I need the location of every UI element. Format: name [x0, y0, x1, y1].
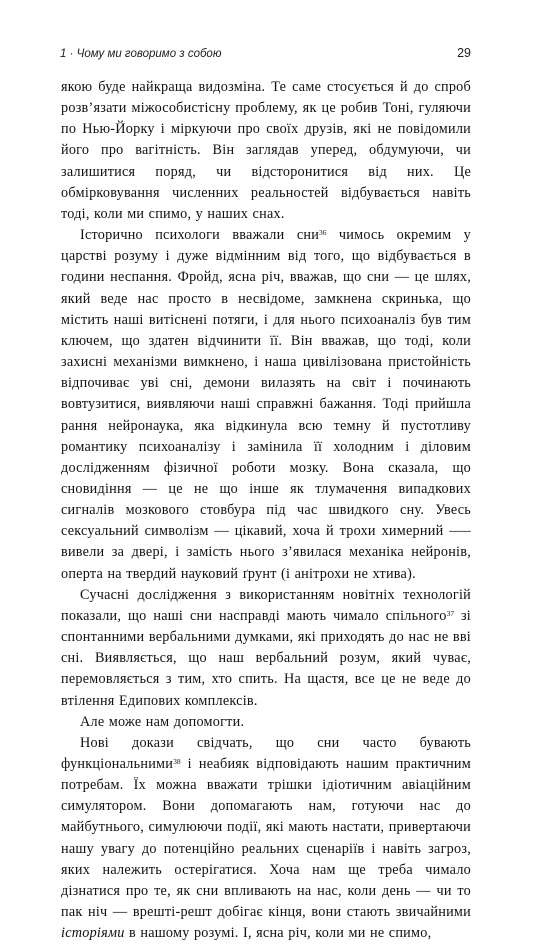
footnote-ref-36: 36	[319, 227, 327, 237]
paragraph-5-text-b: і неабияк відповідають нашим практичним потребам. Їх можна вважати трішки ідіотичним авіаційним симулятором. Вони допомагають нам, готуючи нас до майбутнього, симулюючи події, які мають настати, привертаючи нашу увагу до потенційно реальних сценаріїв і навіть загроз, яких належить остерігатися. Хоча нам ще треба чимало дізнатися про те, як сни впливають на нас, коли день — чи то пак ніч — врешті-решт добігає кінця, вони стають звичайними	[61, 756, 471, 921]
paragraph-2-text-b: чимось окремим у царстві розуму і дуже відмінним від того, що відбувається в години неспання. Фройд, ясна річ, вважав, що сни — це шлях, який веде нас просто в несвідоме, замкнена скринька, що містить наші витіснені потяги, і для нього психоаналіз був тим ключем, що здатен відчинити її. Він вважав, що тоді, коли захисні механізми вимкнено, і наша цивілізована пристойність відпочиває уві сні, демони вилазять на світ і починають вовтузитися, виявляючи наші справжні бажання. Тоді прийшла рання нейронаука, яка відкинула всю темну й пустотливу романтику психоаналізу і замінила її холодним і діловим дослідженням фізичної роботи мозку. Вона сказала, що сновидіння — це не що інше як тлумачення випадкових сигналів мозкового стовбура під час швидкого сну. Увесь сексуальний символізм — цікавий, хоча й трохи химерний —– вивели за двері, і замість нього з’явилася механіка нейронів, оперта на твердий науковий ґрунт (і анітрохи не хтива).	[61, 227, 471, 582]
paragraph-2	[61, 225, 471, 585]
paragraph-3-text-a: Сучасні дослідження з використанням новітніх технологій показали, що наші сни насправді мають чимало спільного	[61, 586, 471, 624]
paragraph-5-text-a: Нові докази свідчать, що сни часто бувають функціональними	[61, 734, 471, 772]
paragraph-1: якою буде найкраща видозміна. Те саме стосується й до спроб розв’язати міжособистісну проблему, як це робив Тоні, гуляючи по Нью-Йорку і міркуючи про своїх друзів, які не повідомили його про вагітність. Він заглядав уперед, обдумуючи, чи залишитися поряд, чи відсторонитися від них. Це обмірковування численних реальностей відбувається навіть тоді, коли ми спимо, у наших снах.	[61, 79, 471, 222]
paragraph-3-text-b: зі спонтанними вербальними думками, які приходять до нас не вві сні. Виявляється, що наш вербальний розум, який чуває, перемовляється з тим, хто спить. На щастя, все це не веде до втілення Едипових комплексів.	[61, 607, 471, 709]
paragraph-2-text-a: Історично психологи вважали сни	[80, 227, 320, 244]
paragraph-5-text-c: в нашому розумі. І, ясна річ, коли ми не спимо,	[124, 925, 432, 942]
body-text	[61, 77, 471, 944]
page-header	[60, 46, 471, 62]
paragraph-5	[61, 733, 471, 944]
page-number: 29	[457, 46, 471, 60]
emphasis-stories: історіями	[61, 925, 125, 942]
footnote-ref-37: 37	[446, 608, 455, 618]
footnote-ref-38: 38	[173, 756, 181, 766]
paragraph-4: Але може нам допомогти.	[80, 713, 245, 730]
running-head: 1 · Чому ми говоримо з собою	[60, 48, 222, 60]
paragraph-3	[61, 585, 471, 712]
